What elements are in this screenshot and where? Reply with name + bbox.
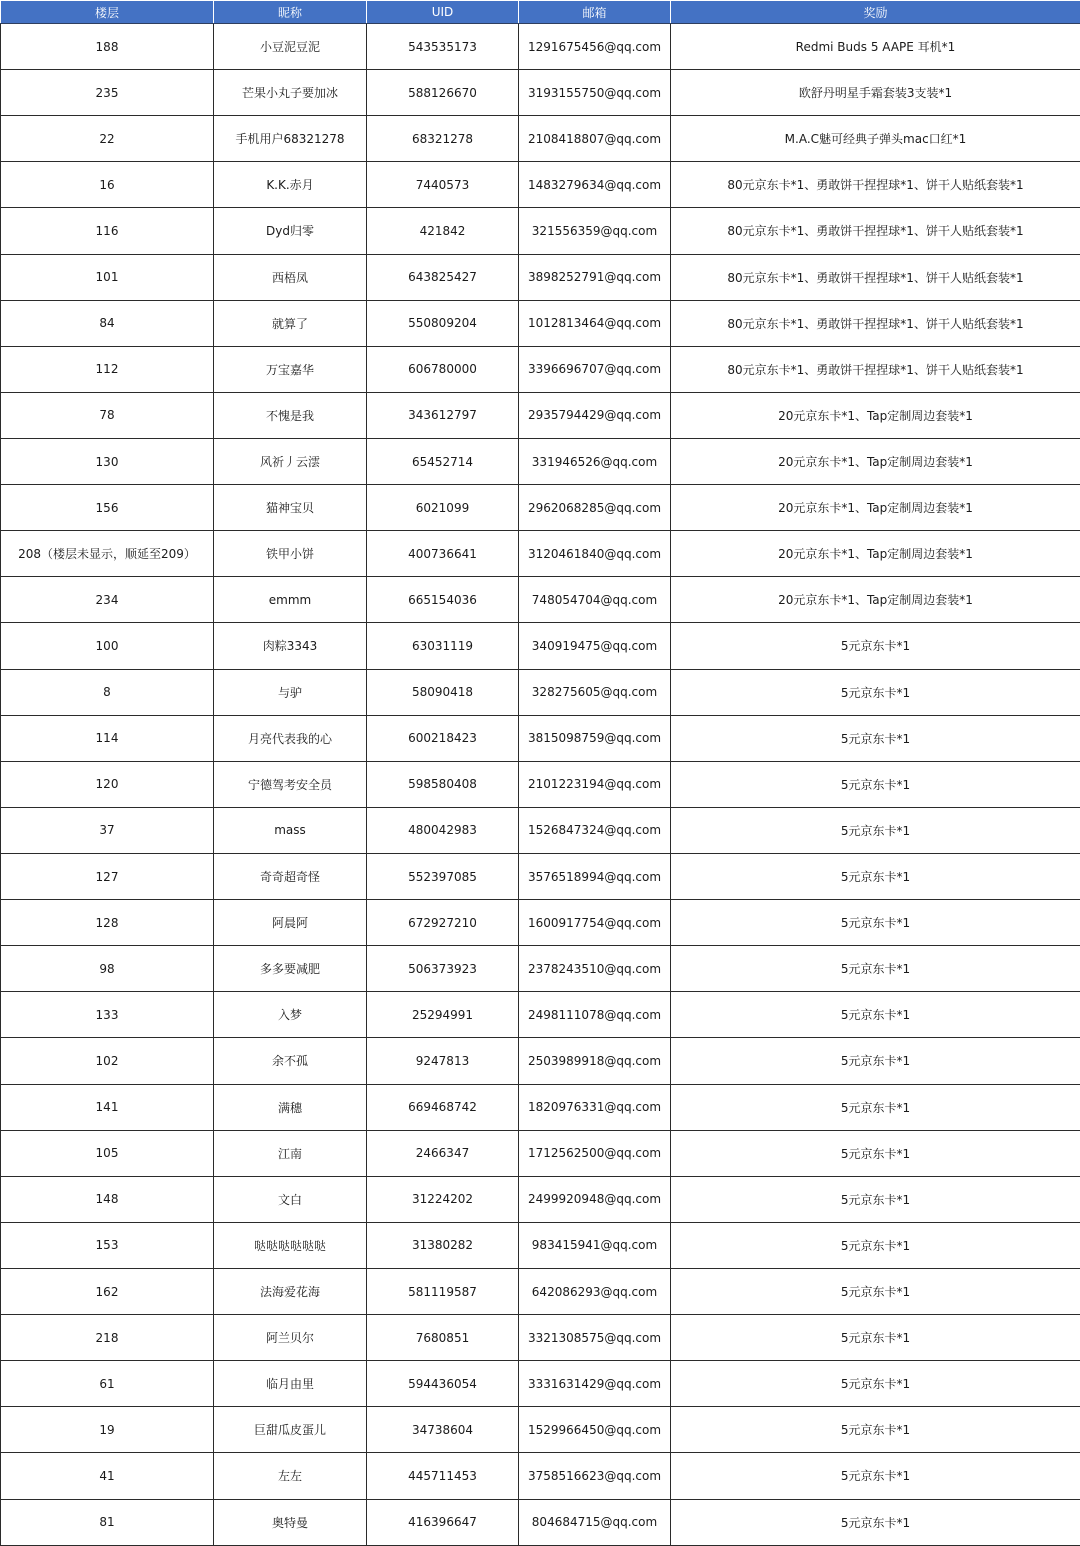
floor-cell: 114	[1, 715, 214, 761]
uid-cell: 643825427	[367, 254, 519, 300]
floor-cell: 234	[1, 577, 214, 623]
email-cell: 340919475@qq.com	[519, 623, 671, 669]
reward-cell: 5元京东卡*1	[671, 807, 1080, 853]
nickname-cell: 芒果小丸子要加冰	[214, 70, 367, 116]
email-cell: 983415941@qq.com	[519, 1222, 671, 1268]
floor-cell: 61	[1, 1361, 214, 1407]
table-row	[1, 392, 1080, 438]
table-row	[1, 577, 1080, 623]
table-row	[1, 1084, 1080, 1130]
email-cell: 2503989918@qq.com	[519, 1038, 671, 1084]
floor-cell: 120	[1, 761, 214, 807]
floor-cell: 98	[1, 946, 214, 992]
reward-cell: 5元京东卡*1	[671, 1315, 1080, 1361]
floor-cell: 188	[1, 24, 214, 70]
table-row	[1, 1222, 1080, 1268]
table-row	[1, 900, 1080, 946]
uid-cell: 588126670	[367, 70, 519, 116]
nickname-cell: 巨甜瓜皮蛋儿	[214, 1407, 367, 1453]
reward-cell: 80元京东卡*1、勇敢饼干捏捏球*1、饼干人贴纸套装*1	[671, 162, 1080, 208]
header-row	[1, 1, 1080, 24]
nickname-cell: 肉粽3343	[214, 623, 367, 669]
nickname-cell: 风祈丿云澐	[214, 438, 367, 484]
reward-cell: 5元京东卡*1	[671, 946, 1080, 992]
reward-cell: 80元京东卡*1、勇敢饼干捏捏球*1、饼干人贴纸套装*1	[671, 254, 1080, 300]
uid-cell: 9247813	[367, 1038, 519, 1084]
table-row	[1, 254, 1080, 300]
reward-cell: 5元京东卡*1	[671, 1268, 1080, 1314]
email-cell: 328275605@qq.com	[519, 669, 671, 715]
reward-cell: 80元京东卡*1、勇敢饼干捏捏球*1、饼干人贴纸套装*1	[671, 208, 1080, 254]
nickname-cell: emmm	[214, 577, 367, 623]
email-cell: 1483279634@qq.com	[519, 162, 671, 208]
reward-cell: 5元京东卡*1	[671, 1176, 1080, 1222]
uid-cell: 6021099	[367, 485, 519, 531]
floor-cell: 81	[1, 1499, 214, 1546]
email-cell: 3331631429@qq.com	[519, 1361, 671, 1407]
floor-cell: 218	[1, 1315, 214, 1361]
nickname-cell: 西梧凤	[214, 254, 367, 300]
uid-cell: 581119587	[367, 1268, 519, 1314]
email-cell: 1291675456@qq.com	[519, 24, 671, 70]
floor-cell: 102	[1, 1038, 214, 1084]
email-cell: 1600917754@qq.com	[519, 900, 671, 946]
reward-cell: 5元京东卡*1	[671, 992, 1080, 1038]
floor-cell: 19	[1, 1407, 214, 1453]
table-row	[1, 669, 1080, 715]
uid-cell: 68321278	[367, 116, 519, 162]
reward-cell: 5元京东卡*1	[671, 623, 1080, 669]
table-row	[1, 300, 1080, 346]
email-cell: 321556359@qq.com	[519, 208, 671, 254]
email-cell: 3898252791@qq.com	[519, 254, 671, 300]
floor-cell: 84	[1, 300, 214, 346]
reward-cell: 5元京东卡*1	[671, 900, 1080, 946]
table-row	[1, 1453, 1080, 1499]
nickname-cell: 阿兰贝尔	[214, 1315, 367, 1361]
table-row	[1, 761, 1080, 807]
uid-cell: 58090418	[367, 669, 519, 715]
reward-cell: 80元京东卡*1、勇敢饼干捏捏球*1、饼干人贴纸套装*1	[671, 300, 1080, 346]
table-row	[1, 346, 1080, 392]
email-cell: 3758516623@qq.com	[519, 1453, 671, 1499]
email-cell: 3396696707@qq.com	[519, 346, 671, 392]
floor-cell: 128	[1, 900, 214, 946]
reward-cell: 5元京东卡*1	[671, 1361, 1080, 1407]
uid-cell: 31224202	[367, 1176, 519, 1222]
table-row	[1, 715, 1080, 761]
nickname-cell: 文白	[214, 1176, 367, 1222]
uid-cell: 543535173	[367, 24, 519, 70]
reward-cell: 20元京东卡*1、Tap定制周边套装*1	[671, 392, 1080, 438]
table-row	[1, 853, 1080, 899]
table-row	[1, 1499, 1080, 1546]
uid-cell: 598580408	[367, 761, 519, 807]
reward-cell: M.A.C魅可经典子弹头mac口红*1	[671, 116, 1080, 162]
email-cell: 3321308575@qq.com	[519, 1315, 671, 1361]
uid-cell: 665154036	[367, 577, 519, 623]
reward-cell: 5元京东卡*1	[671, 1407, 1080, 1453]
uid-cell: 400736641	[367, 531, 519, 577]
floor-cell: 100	[1, 623, 214, 669]
table-row	[1, 807, 1080, 853]
table-row	[1, 485, 1080, 531]
table-row	[1, 208, 1080, 254]
nickname-cell: 不愧是我	[214, 392, 367, 438]
nickname-cell: 阿晨阿	[214, 900, 367, 946]
floor-cell: 153	[1, 1222, 214, 1268]
reward-cell: 5元京东卡*1	[671, 1499, 1080, 1546]
nickname-cell: 奇奇超奇怪	[214, 853, 367, 899]
table-body	[1, 24, 1080, 1546]
reward-cell: 欧舒丹明星手霜套装3支装*1	[671, 70, 1080, 116]
column-header-uid: UID	[367, 1, 519, 24]
floor-cell: 141	[1, 1084, 214, 1130]
email-cell: 1012813464@qq.com	[519, 300, 671, 346]
uid-cell: 480042983	[367, 807, 519, 853]
email-cell: 2378243510@qq.com	[519, 946, 671, 992]
uid-cell: 552397085	[367, 853, 519, 899]
nickname-cell: 左左	[214, 1453, 367, 1499]
floor-cell: 127	[1, 853, 214, 899]
email-cell: 331946526@qq.com	[519, 438, 671, 484]
floor-cell: 8	[1, 669, 214, 715]
table-row	[1, 623, 1080, 669]
uid-cell: 25294991	[367, 992, 519, 1038]
uid-cell: 550809204	[367, 300, 519, 346]
uid-cell: 65452714	[367, 438, 519, 484]
floor-cell: 16	[1, 162, 214, 208]
reward-cell: 5元京东卡*1	[671, 715, 1080, 761]
table-row	[1, 1176, 1080, 1222]
table-row	[1, 531, 1080, 577]
reward-cell: 5元京东卡*1	[671, 1084, 1080, 1130]
nickname-cell: 余不孤	[214, 1038, 367, 1084]
uid-cell: 2466347	[367, 1130, 519, 1176]
column-header-email: 邮箱	[519, 1, 671, 24]
floor-cell: 235	[1, 70, 214, 116]
floor-cell: 22	[1, 116, 214, 162]
nickname-cell: Dyd归零	[214, 208, 367, 254]
floor-cell: 41	[1, 1453, 214, 1499]
reward-cell: 5元京东卡*1	[671, 1038, 1080, 1084]
reward-cell: 5元京东卡*1	[671, 1222, 1080, 1268]
email-cell: 804684715@qq.com	[519, 1499, 671, 1546]
table-row	[1, 1038, 1080, 1084]
reward-cell: 5元京东卡*1	[671, 1453, 1080, 1499]
uid-cell: 31380282	[367, 1222, 519, 1268]
email-cell: 642086293@qq.com	[519, 1268, 671, 1314]
floor-cell: 112	[1, 346, 214, 392]
table-row	[1, 1361, 1080, 1407]
email-cell: 1712562500@qq.com	[519, 1130, 671, 1176]
nickname-cell: 手机用户68321278	[214, 116, 367, 162]
nickname-cell: 小豆泥豆泥	[214, 24, 367, 70]
email-cell: 1526847324@qq.com	[519, 807, 671, 853]
reward-cell: 5元京东卡*1	[671, 853, 1080, 899]
nickname-cell: K.K.赤月	[214, 162, 367, 208]
nickname-cell: 临月由里	[214, 1361, 367, 1407]
reward-cell: 20元京东卡*1、Tap定制周边套装*1	[671, 485, 1080, 531]
uid-cell: 606780000	[367, 346, 519, 392]
reward-cell: 20元京东卡*1、Tap定制周边套装*1	[671, 438, 1080, 484]
email-cell: 1820976331@qq.com	[519, 1084, 671, 1130]
uid-cell: 506373923	[367, 946, 519, 992]
table-row	[1, 1407, 1080, 1453]
column-header-reward: 奖励	[671, 1, 1080, 24]
nickname-cell: 哒哒哒哒哒哒	[214, 1222, 367, 1268]
floor-cell: 105	[1, 1130, 214, 1176]
floor-cell: 37	[1, 807, 214, 853]
floor-cell: 116	[1, 208, 214, 254]
uid-cell: 445711453	[367, 1453, 519, 1499]
table-header	[1, 1, 1080, 24]
uid-cell: 421842	[367, 208, 519, 254]
nickname-cell: 法海爱花海	[214, 1268, 367, 1314]
column-header-nickname: 昵称	[214, 1, 367, 24]
table-row	[1, 1130, 1080, 1176]
uid-cell: 7680851	[367, 1315, 519, 1361]
email-cell: 3120461840@qq.com	[519, 531, 671, 577]
uid-cell: 343612797	[367, 392, 519, 438]
uid-cell: 63031119	[367, 623, 519, 669]
reward-cell: 5元京东卡*1	[671, 1130, 1080, 1176]
reward-cell: 80元京东卡*1、勇敢饼干捏捏球*1、饼干人贴纸套装*1	[671, 346, 1080, 392]
nickname-cell: 月亮代表我的心	[214, 715, 367, 761]
email-cell: 3815098759@qq.com	[519, 715, 671, 761]
reward-cell: 20元京东卡*1、Tap定制周边套装*1	[671, 531, 1080, 577]
floor-cell: 133	[1, 992, 214, 1038]
table-row	[1, 438, 1080, 484]
reward-cell: 5元京东卡*1	[671, 669, 1080, 715]
table-row	[1, 946, 1080, 992]
nickname-cell: 宁德驾考安全员	[214, 761, 367, 807]
uid-cell: 416396647	[367, 1499, 519, 1546]
nickname-cell: 万宝嘉华	[214, 346, 367, 392]
floor-cell: 101	[1, 254, 214, 300]
uid-cell: 669468742	[367, 1084, 519, 1130]
email-cell: 2108418807@qq.com	[519, 116, 671, 162]
nickname-cell: 猫神宝贝	[214, 485, 367, 531]
uid-cell: 34738604	[367, 1407, 519, 1453]
table-row	[1, 1268, 1080, 1314]
table-row	[1, 992, 1080, 1038]
floor-cell: 208（楼层未显示，顺延至209）	[1, 531, 214, 577]
email-cell: 1529966450@qq.com	[519, 1407, 671, 1453]
uid-cell: 594436054	[367, 1361, 519, 1407]
nickname-cell: 满穗	[214, 1084, 367, 1130]
email-cell: 2101223194@qq.com	[519, 761, 671, 807]
email-cell: 3576518994@qq.com	[519, 853, 671, 899]
nickname-cell: 铁甲小饼	[214, 531, 367, 577]
nickname-cell: 入梦	[214, 992, 367, 1038]
reward-cell: Redmi Buds 5 AAPE 耳机*1	[671, 24, 1080, 70]
column-header-floor: 楼层	[1, 1, 214, 24]
email-cell: 2499920948@qq.com	[519, 1176, 671, 1222]
uid-cell: 7440573	[367, 162, 519, 208]
table-row	[1, 162, 1080, 208]
uid-cell: 672927210	[367, 900, 519, 946]
floor-cell: 130	[1, 438, 214, 484]
table-row	[1, 24, 1080, 70]
floor-cell: 156	[1, 485, 214, 531]
floor-cell: 162	[1, 1268, 214, 1314]
floor-cell: 148	[1, 1176, 214, 1222]
email-cell: 2498111078@qq.com	[519, 992, 671, 1038]
nickname-cell: 与驴	[214, 669, 367, 715]
email-cell: 2935794429@qq.com	[519, 392, 671, 438]
reward-cell: 5元京东卡*1	[671, 761, 1080, 807]
email-cell: 2962068285@qq.com	[519, 485, 671, 531]
floor-cell: 78	[1, 392, 214, 438]
uid-cell: 600218423	[367, 715, 519, 761]
table-row	[1, 1315, 1080, 1361]
table-row	[1, 116, 1080, 162]
nickname-cell: 奥特曼	[214, 1499, 367, 1546]
email-cell: 3193155750@qq.com	[519, 70, 671, 116]
reward-cell: 20元京东卡*1、Tap定制周边套装*1	[671, 577, 1080, 623]
nickname-cell: mass	[214, 807, 367, 853]
nickname-cell: 就算了	[214, 300, 367, 346]
nickname-cell: 多多要减肥	[214, 946, 367, 992]
email-cell: 748054704@qq.com	[519, 577, 671, 623]
table-row	[1, 70, 1080, 116]
nickname-cell: 江南	[214, 1130, 367, 1176]
